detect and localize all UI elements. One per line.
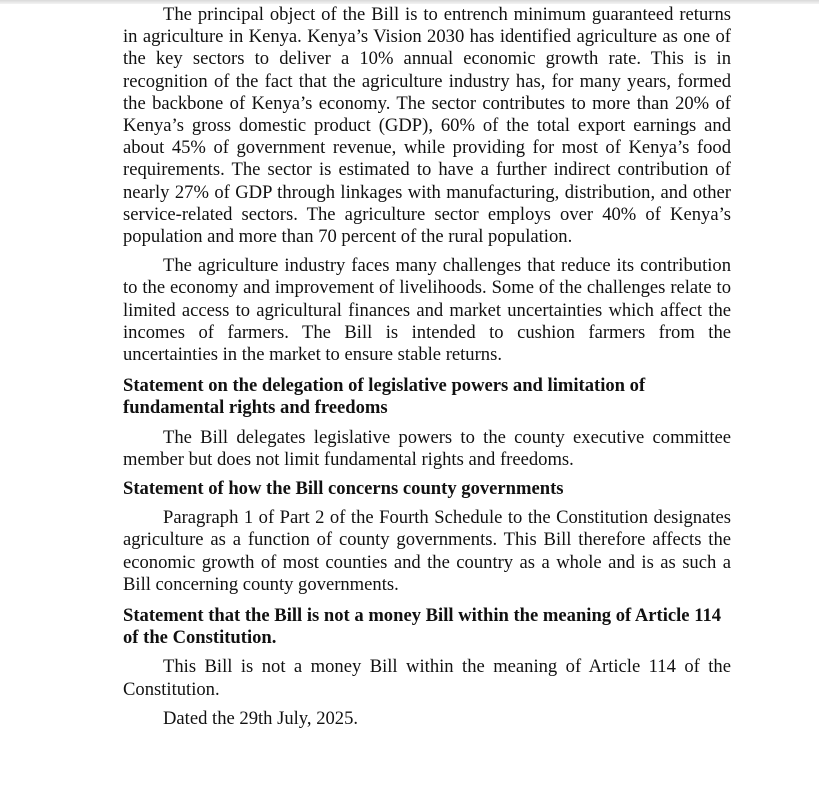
document-page	[123, 4, 731, 730]
paragraph-money-bill: This Bill is not a money Bill within the meaning of Article 114 of the Constitution.	[123, 656, 731, 700]
dated-line: Dated the 29th July, 2025.	[163, 707, 359, 729]
heading-money-bill-statement: Statement that the Bill is not a money Bill within the meaning of Article 114 of the Constitution.	[123, 605, 722, 649]
heading-delegation-statement: Statement on the delegation of legislative powers and limitation of fundamental rights and freedoms	[123, 375, 646, 419]
paragraph-challenges: The agriculture industry faces many challenges that reduce its contribution to the economy and improvement of livelihoods. Some of the challenges relate to limited access to agricultural finances and market uncertainties which affect the incomes of farmers. The Bill is intended to cushion farmers from the uncertainties in the market to ensure stable returns.	[123, 255, 731, 366]
paragraph-county-governments: Paragraph 1 of Part 2 of the Fourth Schedule to the Constitution designates agriculture as a function of county governments. This Bill therefore affects the economic growth of most counties and the country as a whole and is as such a Bill concerning county governments.	[123, 507, 731, 595]
heading-county-governments-statement: Statement of how the Bill concerns county governments	[123, 478, 564, 500]
paragraph-delegation: The Bill delegates legislative powers to the county executive committee member but does not limit fundamental rights and freedoms.	[123, 426, 731, 470]
paragraph-principal-object: The principal object of the Bill is to entrench minimum guaranteed returns in agriculture in Kenya. Kenya’s Vision 2030 has identified agriculture as one of the key sectors to deliver a 10% annual economic growth rate. This is in recognition of the fact that the agriculture industry has, for many years, formed the backbone of Kenya’s economy. The sector contributes to more than 20% of Kenya’s gross domestic product (GDP), 60% of the total export earnings and about 45% of government revenue, while providing for most of Kenya’s food requirements. The sector is estimated to have a further indirect contribution of nearly 27% of GDP through linkages with manufacturing, distribution, and other service-related sectors. The agriculture sector employs over 40% of Kenya’s population and more than 70 percent of the rural population.	[123, 4, 731, 248]
